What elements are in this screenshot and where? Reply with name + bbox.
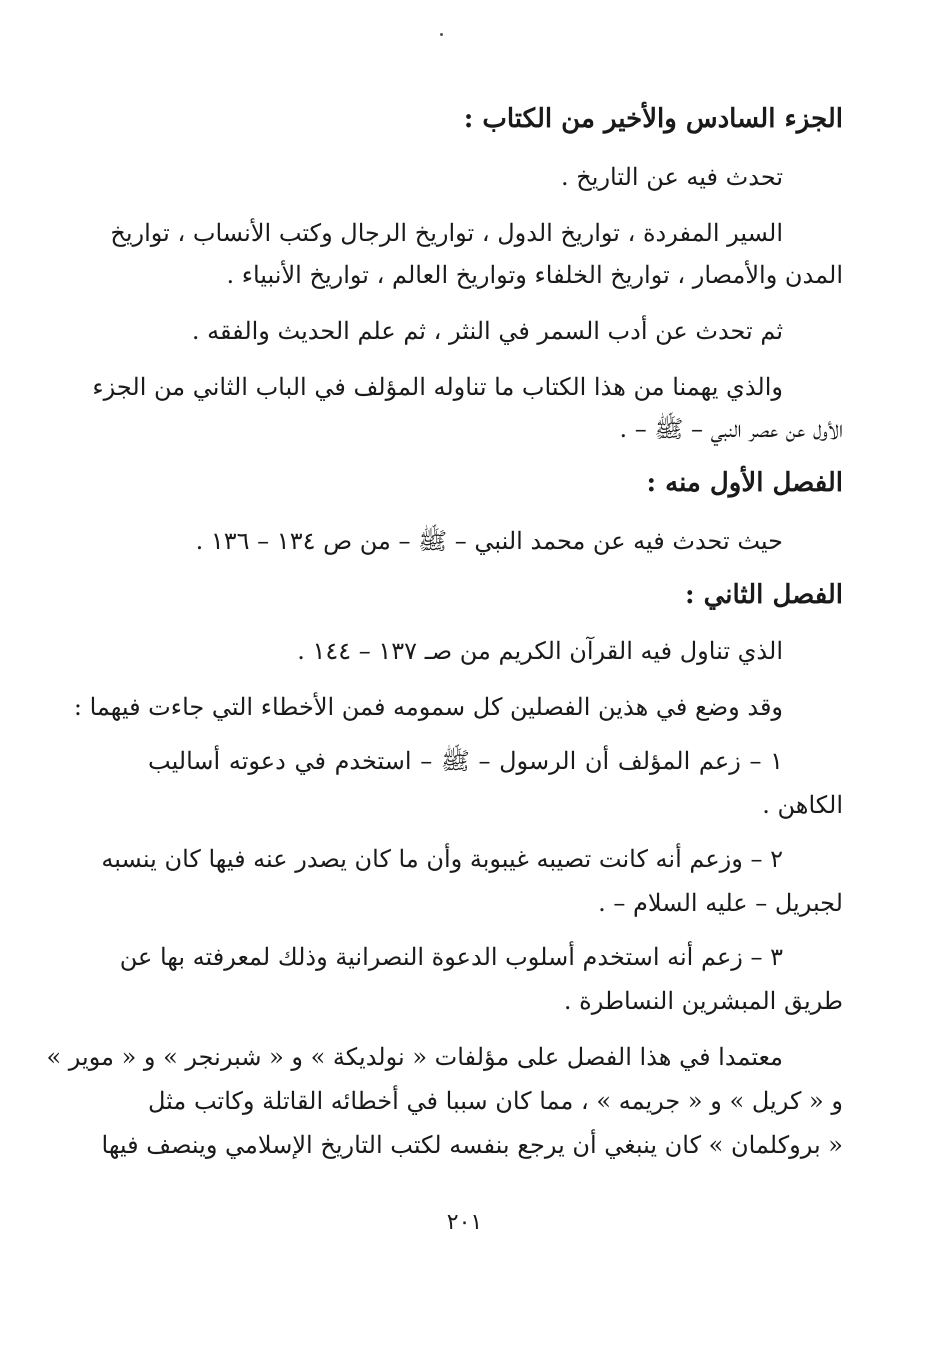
- section-heading-sixth-part: الجزء السادس والأخير من الكتاب :: [463, 104, 843, 134]
- scan-speck: [440, 33, 443, 36]
- paragraph-line: تحدث فيه عن التاريخ .: [561, 163, 783, 191]
- paragraph-line: معتمدا في هذا الفصل على مؤلفات « نولديكة » و « شبرنجر » و « موير »: [46, 1043, 783, 1071]
- list-item-line: ٢ – وزعم أنه كانت تصيبه غيبوبة وأن ما كان يصدر عنه فيها كان ينسبه: [101, 845, 783, 873]
- chapter-heading-first: الفصل الأول منه :: [646, 468, 843, 498]
- paragraph-line: الأول عن عصر النبي – ﷺ – .: [619, 415, 843, 443]
- paragraph-line: و « كريل » و « جريمه » ، مما كان سببا في أخطائه القاتلة وكاتب مثل: [148, 1087, 843, 1115]
- list-item-line: لجبريل – عليه السلام – .: [598, 889, 843, 917]
- list-item-line: ٣ – زعم أنه استخدم أسلوب الدعوة النصرانية وذلك لمعرفته بها عن: [119, 943, 783, 971]
- paragraph-line: السير المفردة ، تواريخ الدول ، تواريخ الرجال وكتب الأنساب ، تواريخ: [110, 219, 783, 247]
- paragraph-line: وقد وضع في هذين الفصلين كل سمومه فمن الأخطاء التي جاءت فيهما :: [73, 693, 783, 721]
- paragraph-line: الذي تناول فيه القرآن الكريم من صـ ١٣٧ – ١٤٤ .: [297, 637, 783, 665]
- paragraph-line: ثم تحدث عن أدب السمر في النثر ، ثم علم الحديث والفقه .: [191, 317, 783, 345]
- list-item-line: ١ – زعم المؤلف أن الرسول – ﷺ – استخدم في دعوته أساليب: [148, 747, 783, 775]
- chapter-heading-second: الفصل الثاني :: [684, 580, 843, 610]
- list-item-line: طريق المبشرين النساطرة .: [563, 987, 843, 1015]
- paragraph-line: والذي يهمنا من هذا الكتاب ما تناوله المؤلف في الباب الثاني من الجزء: [92, 373, 783, 401]
- paragraph-line: « بروكلمان » كان ينبغي أن يرجع بنفسه لكتب التاريخ الإسلامي وينصف فيها: [101, 1131, 843, 1159]
- page-number: ٢٠١: [446, 1210, 483, 1235]
- paragraph-line: حيث تحدث فيه عن محمد النبي – ﷺ – من ص ١٣٤ – ١٣٦ .: [195, 527, 783, 555]
- list-item-line: الكاهن .: [762, 791, 843, 819]
- paragraph-line: المدن والأمصار ، تواريخ الخلفاء وتواريخ العالم ، تواريخ الأنبياء .: [226, 261, 843, 289]
